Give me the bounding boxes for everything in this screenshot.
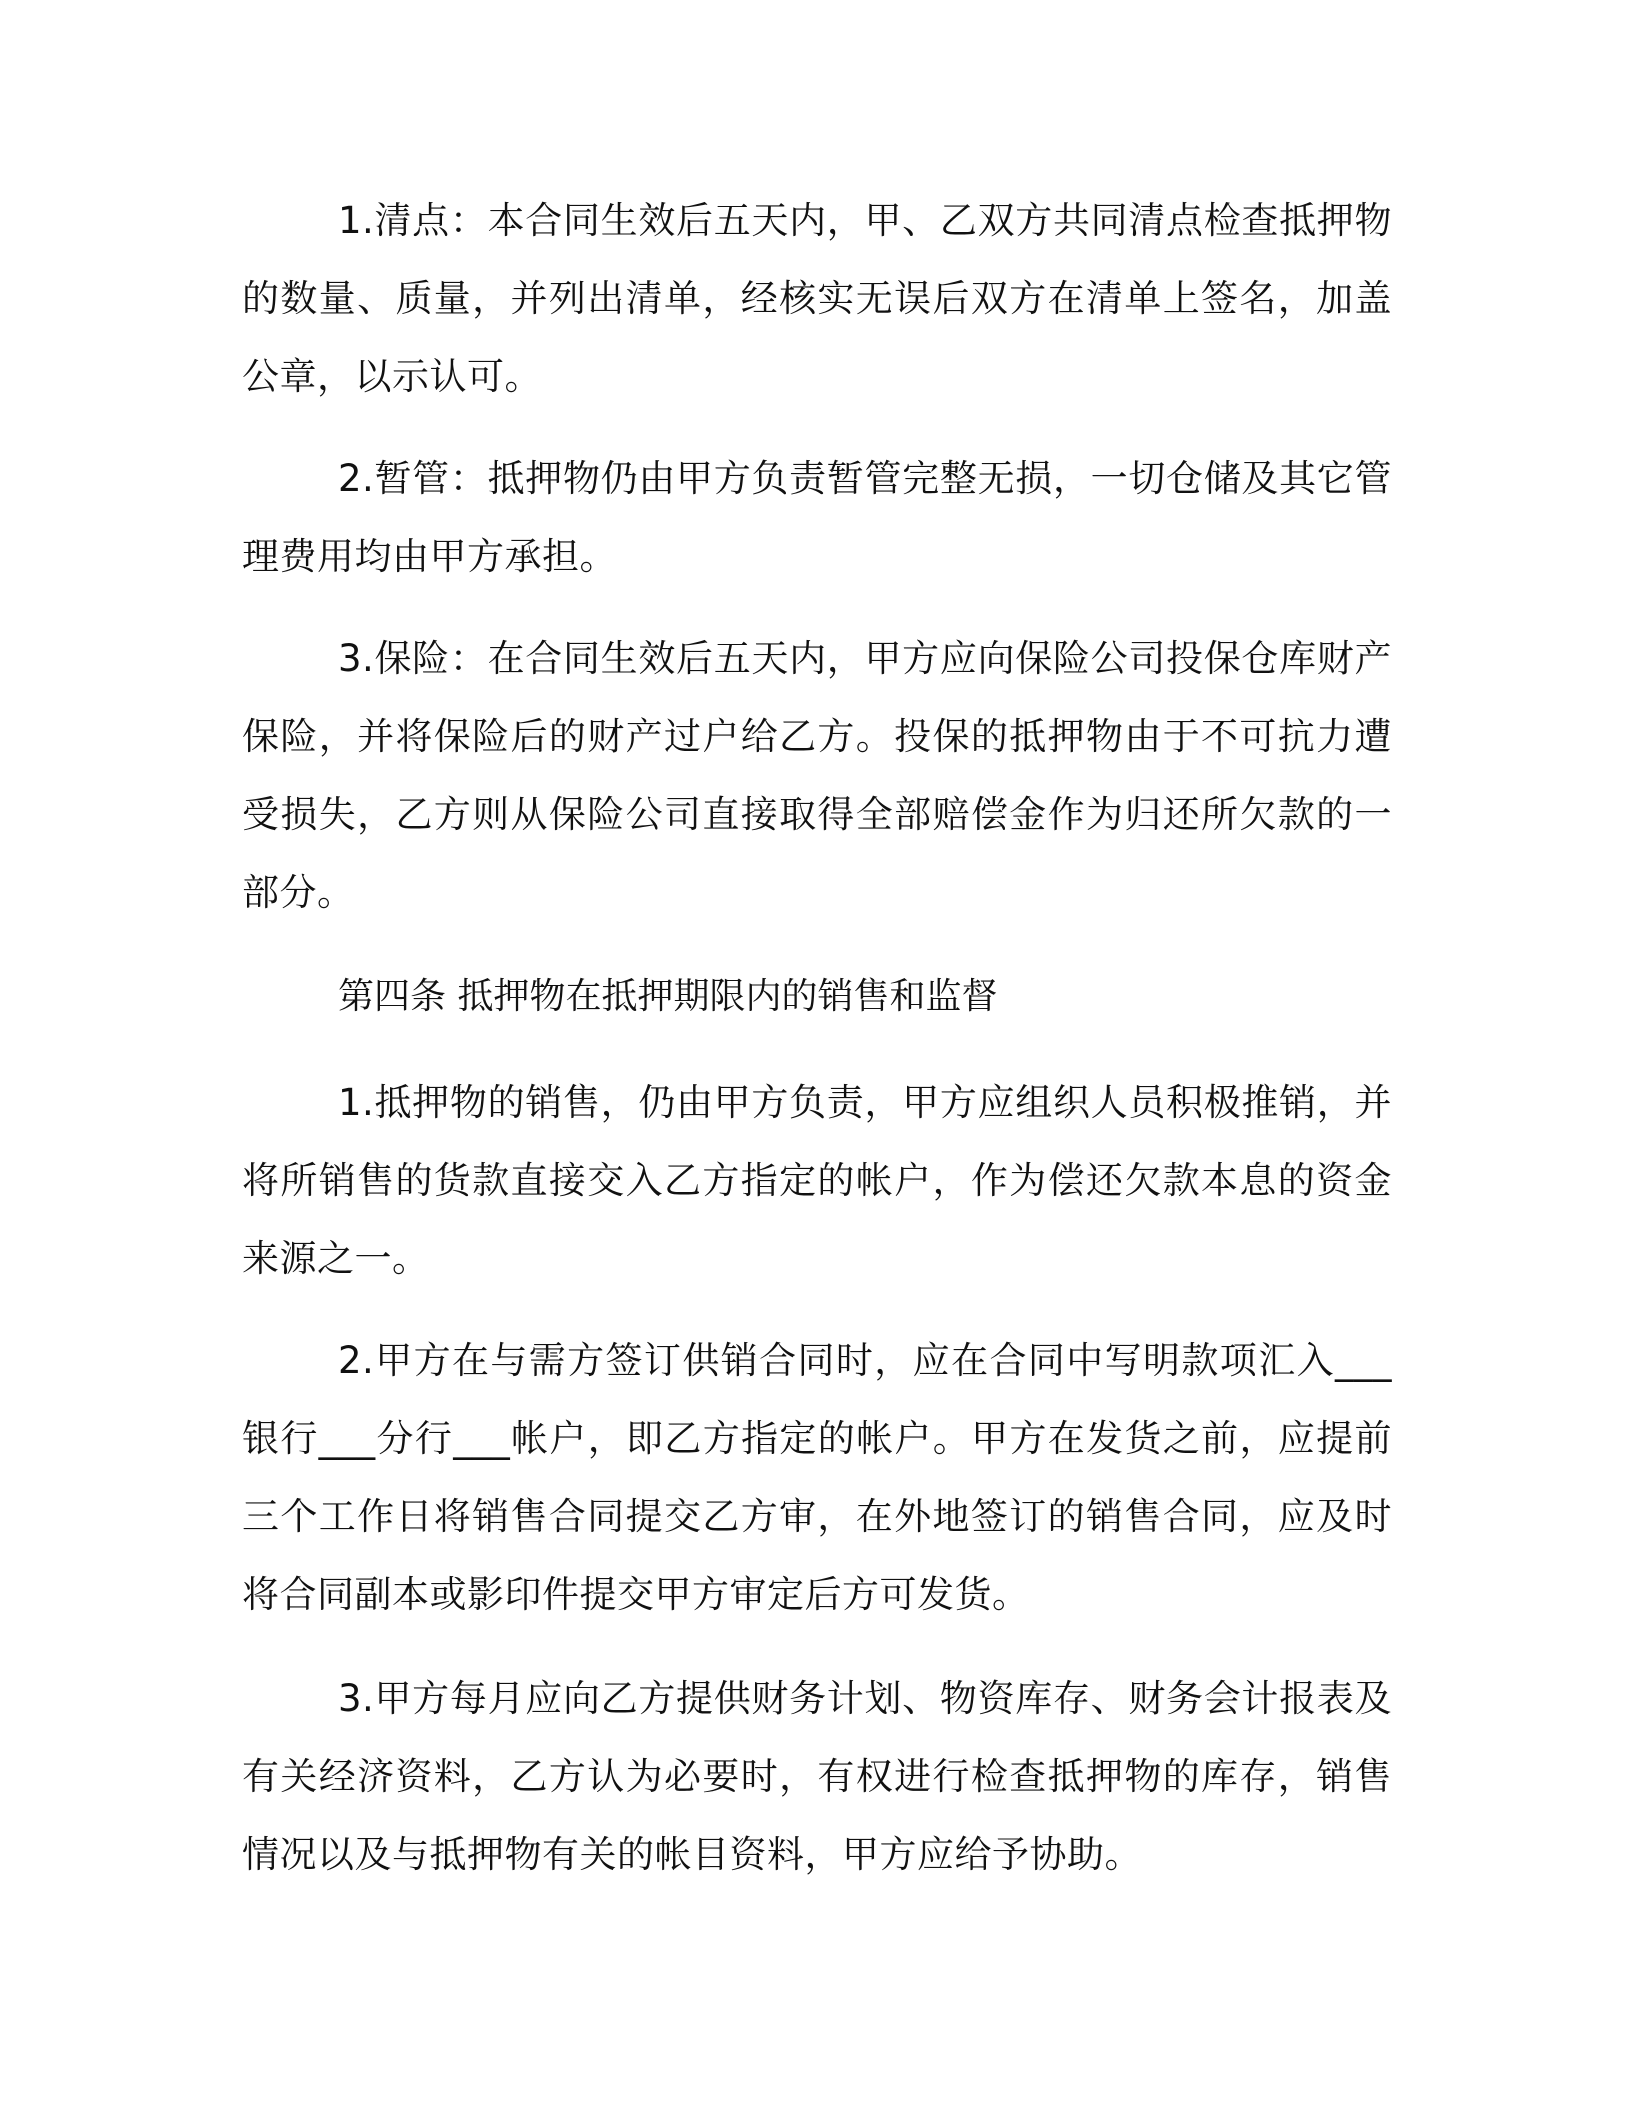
paragraph-insurance: 3.保险：在合同生效后五天内，甲方应向保险公司投保仓库财产保险，并将保险后的财产过户给乙方。投保的抵押物由于不可抗力遭受损失，乙方则从保险公司直接取得全部赔偿金作为归还所欠款的一部分。 (242, 637, 1392, 914)
paragraph-custody: 2.暂管：抵押物仍由甲方负责暂管完整无损，一切仓储及其它管理费用均由甲方承担。 (242, 457, 1392, 578)
paragraph-inventory-check: 1.清点：本合同生效后五天内，甲、乙双方共同清点检查抵押物的数量、质量，并列出清单，经核实无误后双方在清单上签名，加盖公章，以示认可。 (242, 199, 1392, 398)
section-heading: 第四条 抵押物在抵押期限内的销售和监督 (338, 976, 998, 1017)
paragraph-sales: 1.抵押物的销售，仍由甲方负责，甲方应组织人员积极推销，并将所销售的货款直接交入乙方指定的帐户，作为偿还欠款本息的资金来源之一。 (242, 1081, 1392, 1280)
paragraph-supply-contract: 2.甲方在与需方签订供销合同时，应在合同中写明款项汇入___银行___分行___帐户，即乙方指定的帐户。甲方在发货之前，应提前三个工作日将销售合同提交乙方审，在外地签订的销售合同，应及时将合同副本或影印件提交甲方审定后方可发货。 (242, 1339, 1392, 1616)
paragraph-financial-reporting: 3.甲方每月应向乙方提供财务计划、物资库存、财务会计报表及有关经济资料，乙方认为必要时，有权进行检查抵押物的库存，销售情况以及与抵押物有关的帐目资料，甲方应给予协助。 (242, 1677, 1392, 1876)
